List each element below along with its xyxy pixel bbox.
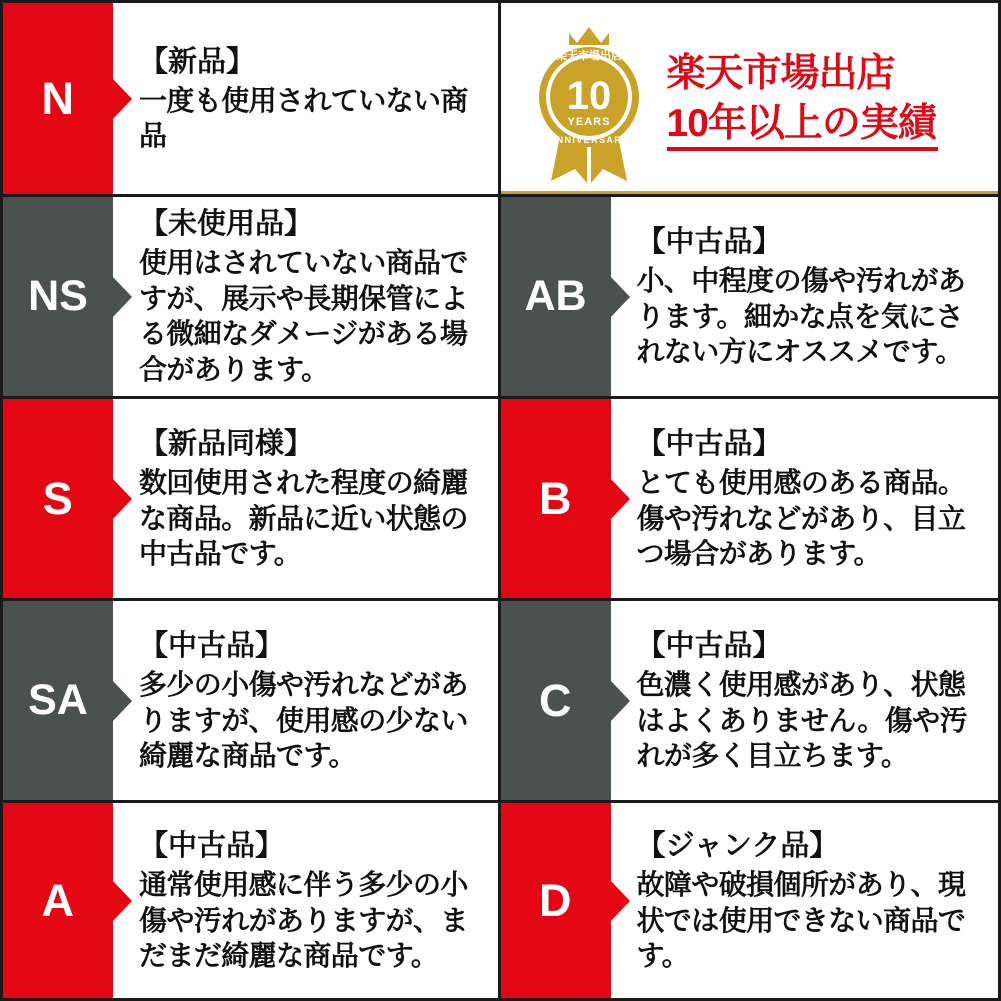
grade-code: B (539, 473, 572, 524)
rank-body: 色濃く使用感があり、状態はよくありません。傷や汚れが多く目立ちます。 (636, 668, 967, 772)
rank-description-ab (611, 197, 999, 396)
rank-title: 【新品同様】 (139, 427, 314, 460)
rank-title: 【中古品】 (139, 829, 285, 862)
rank-cell-d (501, 803, 999, 998)
grade-badge-d (501, 803, 611, 998)
rank-cell-ns (3, 197, 501, 399)
rank-description-b (611, 399, 999, 598)
grade-badge-b (501, 399, 611, 598)
promo-banner (501, 3, 999, 197)
grade-badge-n (3, 3, 113, 194)
rank-title: 【ジャンク品】 (636, 829, 839, 862)
rank-cell-b (501, 399, 999, 601)
grade-badge-s (3, 399, 113, 598)
grade-badge-a (3, 803, 113, 998)
rank-title: 【中古品】 (636, 629, 782, 662)
grade-code: C (539, 675, 572, 726)
rank-cell-a (3, 803, 501, 998)
rank-title: 【新品】 (139, 45, 256, 78)
rank-title: 【中古品】 (636, 225, 782, 258)
rank-cell-n (3, 3, 501, 197)
rank-description-d (611, 803, 999, 998)
rank-description-c (611, 601, 999, 800)
rank-body: とても使用感のある商品。傷や汚れなどがあり、目立つ場合があります。 (636, 466, 966, 570)
grade-code: NS (28, 272, 88, 320)
grade-badge-ns (3, 197, 113, 396)
grade-badge-ab (501, 197, 611, 396)
rank-cell-s (3, 399, 501, 601)
rank-title: 【中古品】 (139, 629, 285, 662)
rank-cell-ab (501, 197, 999, 399)
grade-badge-sa (3, 601, 113, 800)
promo-text (667, 49, 936, 149)
rank-body: 一度も使用されていない商品 (139, 84, 468, 152)
rank-description-a (113, 803, 498, 998)
promo-line-1: 楽天市場出店 (666, 51, 895, 95)
rank-title: 【中古品】 (636, 427, 782, 460)
grade-code: AB (524, 272, 587, 320)
grade-code: SA (28, 676, 88, 724)
rank-cell-sa (3, 601, 501, 803)
rank-body: 数回使用された程度の綺麗な商品。新品に近い状態の中古品です。 (139, 466, 468, 570)
rank-description-n (113, 3, 498, 194)
rank-title: 【未使用品】 (139, 207, 314, 240)
rank-body: 故障や破損個所があり、現状では使用できない商品です。 (636, 868, 966, 972)
rank-description-ns (113, 197, 498, 396)
anniversary-badge-icon (525, 13, 653, 185)
grade-badge-c (501, 601, 611, 800)
svg-text:10: 10 (566, 73, 611, 118)
rank-grid (3, 3, 998, 998)
rank-body: 使用はされていない商品ですが、展示や長期保管による微細なダメージがある場合があります。 (139, 246, 468, 386)
rank-description-s (113, 399, 498, 598)
grade-code: S (42, 473, 74, 524)
svg-text:楽天市場出店: 楽天市場出店 (555, 49, 622, 62)
promo-line-2: 10年以上の実績 (667, 99, 936, 149)
svg-text:YEARS: YEARS (567, 115, 610, 128)
grade-code: N (41, 73, 75, 124)
rank-cell-c (501, 601, 999, 803)
grade-code: D (539, 875, 572, 926)
svg-text:ANNIVERSARY: ANNIVERSARY (548, 134, 629, 145)
rank-description-sa (113, 601, 498, 800)
rank-body: 多少の小傷や汚れなどがありますが、使用感の少ない綺麗な商品です。 (139, 668, 468, 772)
rank-body: 通常使用感に伴う多少の小傷や汚れがありますが、まだまだ綺麗な商品です。 (139, 868, 468, 972)
rank-body: 小、中程度の傷や汚れがあります。細かな点を気にされない方にオススメです。 (636, 264, 966, 368)
grade-code: A (41, 875, 75, 926)
